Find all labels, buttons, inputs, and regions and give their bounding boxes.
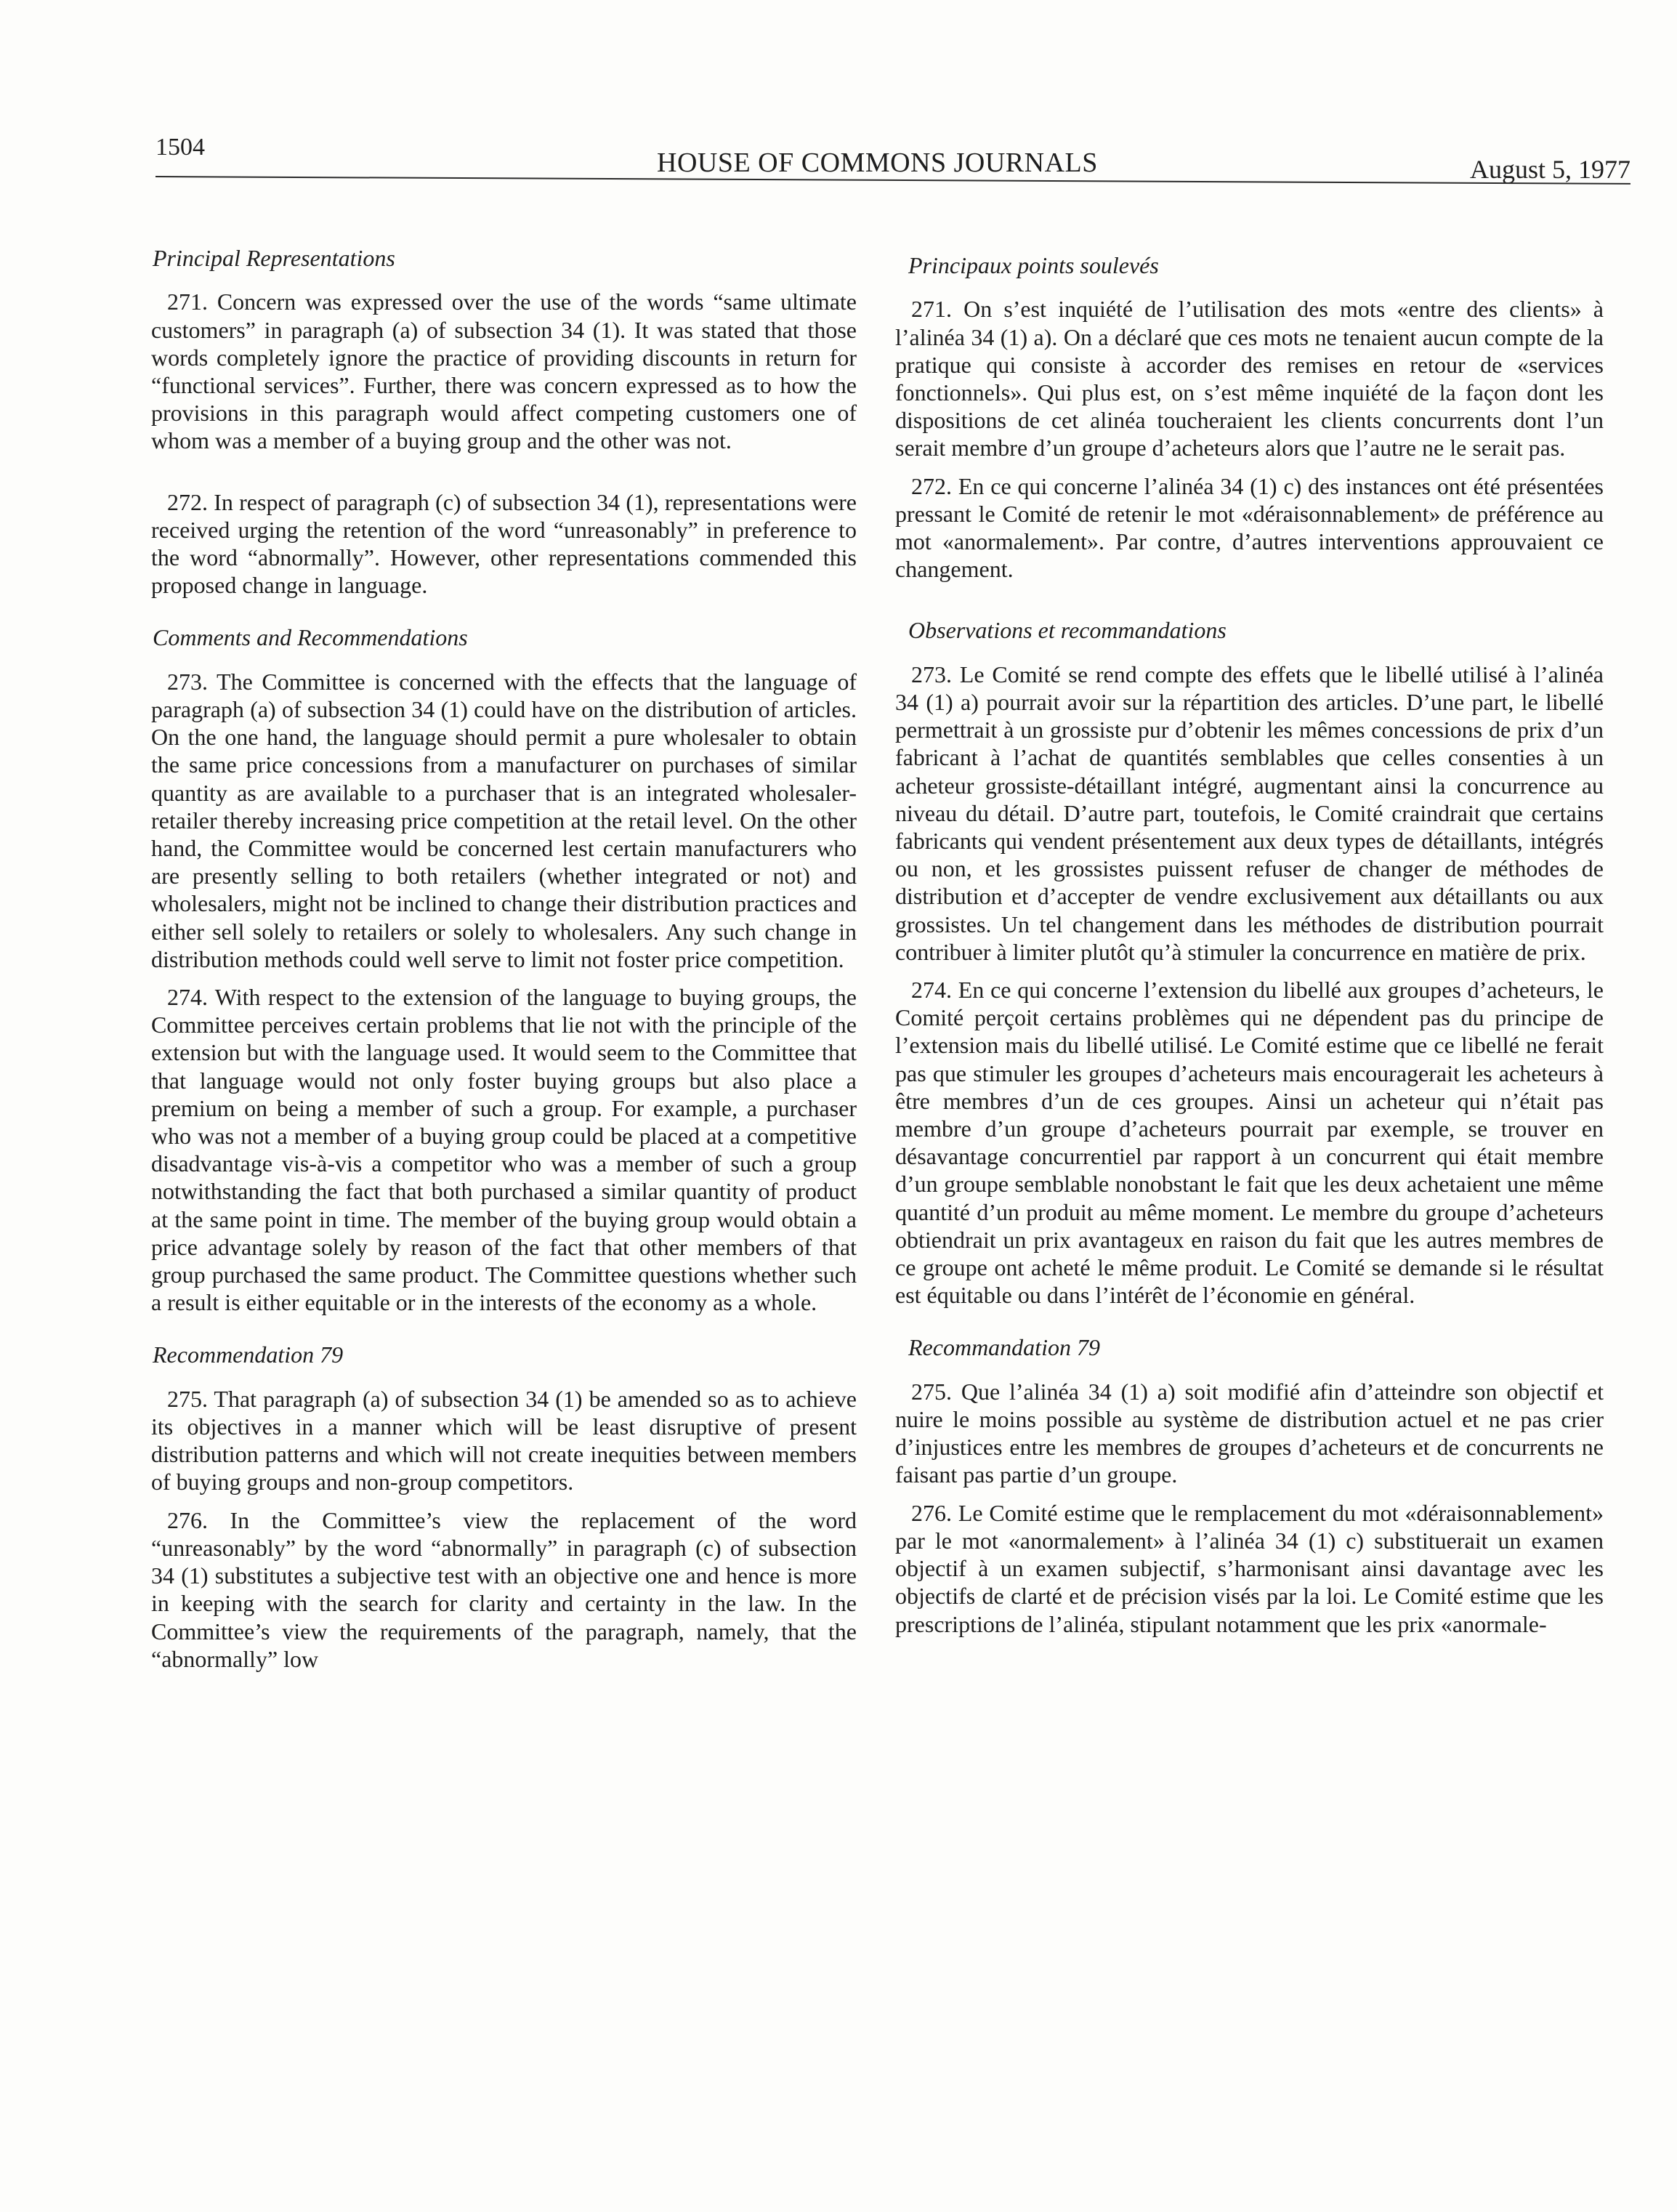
paragraph-275-en: 275. That paragraph (a) of subsection 34 (1) be amended so as to achieve its objectives in a manner which will be least disruptive of present distribution patterns and which will not create inequities between members of buying groups and non-group competitors. — [151, 1385, 857, 1495]
paragraph-274-en: 274. With respect to the extension of the language to buying groups, the Committee perceives certain problems that lie not with the principle of the extension but with the language used. It would seem to the Committee that that language would not only foster buying groups but also place a premium on being a member of such a group. For example, a purchaser who was not a member of a buying group could be placed at a competitive disadvantage vis-à-vis a competitor who was a member of such a group notwithstanding the fact that both purchased a similar quantity of product at the same point in time. The member of the buying group would obtain a price advantage solely by reason of the fact that other members of that group purchased the same product. The Committee questions whether such a result is either equitable or in the interests of the economy as a whole. — [151, 984, 857, 1316]
page-number: 1504 — [155, 134, 205, 161]
paragraph-272-en: 272. In respect of paragraph (c) of subsection 34 (1), representations were received urging the retention of the word “unreasonably” in preference to the word “abnormally”. However, other representations commended this proposed change in language. — [151, 488, 857, 599]
heading-recommendation-79-en: Recommendation 79 — [153, 1341, 344, 1368]
heading-principaux-points: Principaux points soulevés — [908, 252, 1159, 278]
journal-title: HOUSE OF COMMONS JOURNALS — [657, 148, 1098, 178]
paragraph-273-en: 273. The Committee is concerned with the effects that the language of paragraph (a) of subsection 34 (1) could have on the distribution of articles. On the one hand, the language should permit a pure wholesaler to obtain the same price concessions from a manufacturer on purchases of similar quantity as are available to a purchaser that is an integrated wholesaler-retailer thereby increasing price competition at the retail level. On the other hand, the Committee would be concerned lest certain manufacturers who are presently selling to both retailers (whether integrated or not) and wholesalers, might not be inclined to change their distribution practices and either sell solely to retailers or solely to wholesalers. Any such change in distribution methods could well serve to limit not foster price competition. — [151, 668, 857, 972]
paragraph-273-fr: 273. Le Comité se rend compte des effets que le libellé utilisé à l’alinéa 34 (1) a) pourrait avoir sur la répartition des articles. D’une part, le libellé permettrait à un grossiste pur d’obtenir les mêmes concessions de prix d’un fabricant à l’achat de quantités semblables que celles consenties à un acheteur grossiste-détaillant intégré, augmentant ainsi la concurrence au niveau du détail. D’autre part, toutefois, le Comité craindrait que certains fabricants qui vendent présentement aux deux types de détaillants, intégrés ou non, et les grossistes puissent refuser de changer de méthodes de distribution et d’accepter de vendre exclusivement aux détaillants ou aux grossistes. Un tel changement dans les méthodes de distribution pourrait contribuer à limiter plutôt qu’à stimuler la concurrence en matière de prix. — [895, 661, 1604, 965]
journal-date: August 5, 1977 — [1469, 155, 1630, 184]
page-header — [155, 134, 1630, 185]
heading-comments-recommendations: Comments and Recommendations — [153, 624, 468, 651]
heading-observations-recommandations: Observations et recommandations — [908, 617, 1227, 644]
paragraph-271-en: 271. Concern was expressed over the use of the words “same ultimate customers” in paragraph (a) of subsection 34 (1). It was stated that those words completely ignore the practice of providing discounts in return for “functional services”. Further, there was concern expressed as to how the provisions in this paragraph would affect competing customers one of whom was a member of a buying group and the other was not. — [151, 288, 857, 454]
paragraph-275-fr: 275. Que l’alinéa 34 (1) a) soit modifié afin d’atteindre son objectif et nuire le moins possible au système de distribution actuel et ne pas crier d’injustices entre les membres de groupes d’acheteurs et de concurrents ne faisant pas partie d’un groupe. — [895, 1378, 1604, 1488]
paragraph-274-fr: 274. En ce qui concerne l’extension du libellé aux groupes d’acheteurs, le Comité perçoit certains problèmes qui ne dépendent pas du principe de l’extension mais du libellé utilisé. Le Comité estime que ce libellé ne ferait pas que stimuler les groupes d’acheteurs mais encouragerait les acheteurs à être membres d’un de ces groupes. Ainsi un acheteur qui n’était pas membre d’un groupe d’acheteurs pourrait par exemple, se trouver en désavantage concurrentiel par rapport à un concurrent qui était membre d’un groupe semblable nonobstant le fait que les deux achetaient une même quantité d’un produit au même moment. Le membre du groupe d’acheteurs obtiendrait un prix avantageux en raison du fait que les autres membres de ce groupe ont acheté le même produit. Le Comité se demande si le résultat est équitable ou dans l’intérêt de l’économie en général. — [895, 977, 1604, 1309]
paragraph-271-fr: 271. On s’est inquiété de l’utilisation des mots «entre des clients» à l’alinéa 34 (1) a). On a déclaré que ces mots ne tenaient aucun compte de la pratique qui consiste à accorder des remises en retour de «services fonctionnels». Qui plus est, on s’est même inquiété de la façon dont les dispositions de cet alinéa toucheraient les clients concurrents dont l’un serait membre d’un groupe d’acheteurs alors que l’autre ne le serait pas. — [895, 296, 1604, 461]
paragraph-272-fr: 272. En ce qui concerne l’alinéa 34 (1) c) des instances ont été présentées pressant le Comité de retenir le mot «déraisonnablement» de préférence au mot «anormalement». Par contre, d’autres interventions approuvaient ce changement. — [895, 472, 1604, 583]
heading-recommandation-79-fr: Recommandation 79 — [908, 1334, 1100, 1361]
paragraph-276-en: 276. In the Committee’s view the replacement of the word “unreasonably” by the word “abnormally” in paragraph (c) of subsection 34 (1) substitutes a subjective test with an objective one and hence is more in keeping with the search for clarity and certainty in the law. In the Committee’s view the requirements of the paragraph, namely, that the “abnormally” low — [151, 1506, 857, 1672]
paragraph-276-fr: 276. Le Comité estime que le remplacement du mot «déraisonnablement» par le mot «anormalement» à l’alinéa 34 (1) c) substituerait un examen objectif à un examen subjectif, s’harmonisant ainsi davantage avec les objectifs de clarté et de précision visés par la loi. Le Comité estime que les prescriptions de l’alinéa, stipulant notamment que les prix «anormale- — [895, 1499, 1604, 1637]
french-column — [895, 251, 1604, 1638]
heading-principal-representations: Principal Representations — [153, 245, 395, 271]
english-column — [148, 244, 857, 1673]
